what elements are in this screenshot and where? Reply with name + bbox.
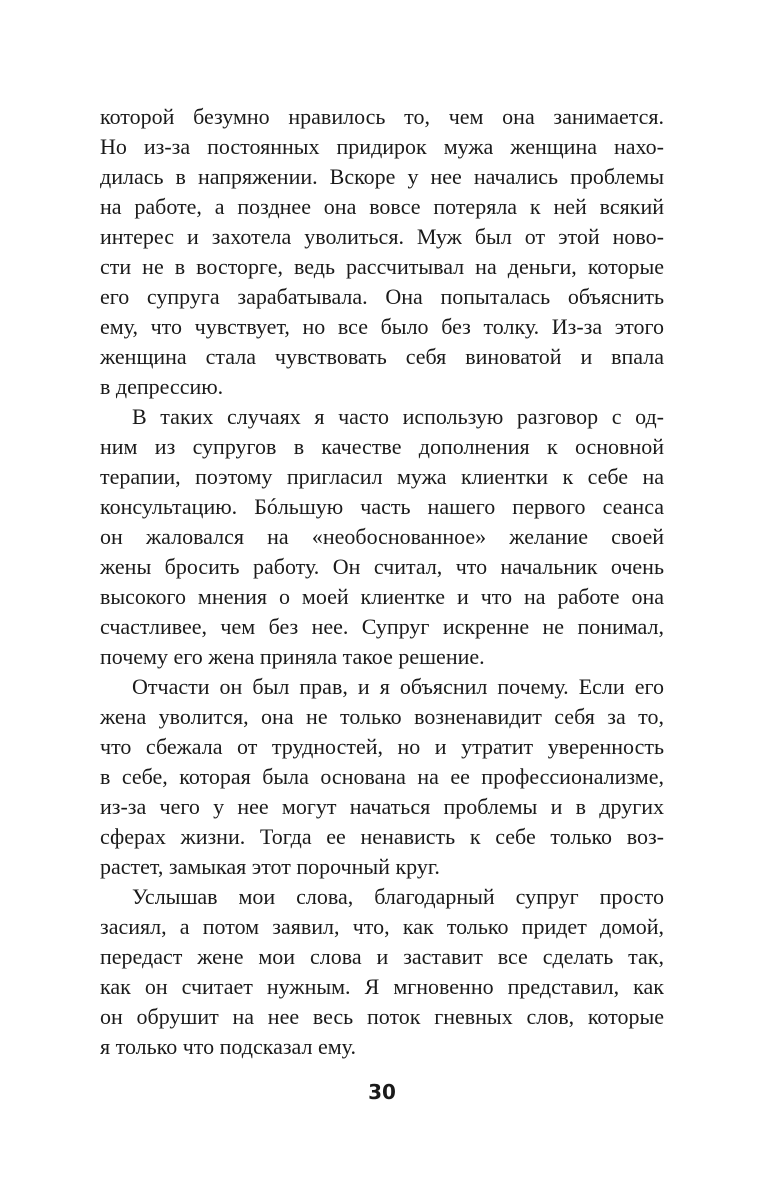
text-line: высокого мнения о моей клиентке и что на работе она: [100, 584, 664, 609]
text-line: почему его жена приняла такое решение.: [100, 644, 485, 669]
text-line: Отчасти он был прав, и я объяснил почему. Если его: [132, 674, 664, 699]
page-number: 30: [368, 1080, 396, 1104]
text-line: В таких случаях я часто использую разговор с од-: [132, 404, 664, 429]
text-line: я только что подсказал ему.: [100, 1034, 356, 1059]
paragraph-1: [100, 102, 664, 402]
text-line: сферах жизни. Тогда ее ненависть к себе только воз-: [100, 824, 664, 849]
paragraph-4: [100, 882, 664, 1062]
text-line: в депрессию.: [100, 374, 224, 399]
text-line: ему, что чувствует, но все было без толку. Из-за этого: [100, 314, 664, 339]
text-line: жена уволится, она не только возненавидит себя за то,: [100, 704, 664, 729]
text-line: засиял, а потом заявил, что, как только придет домой,: [100, 914, 664, 939]
text-line: его супруга зарабатывала. Она попыталась объяснить: [100, 284, 664, 309]
text-line: он жаловался на «необоснованное» желание своей: [100, 524, 664, 549]
text-line: Услышав мои слова, благодарный супруг просто: [132, 884, 664, 909]
paragraph-2: [100, 402, 664, 672]
text-line: в себе, которая была основана на ее профессионализме,: [100, 764, 664, 789]
text-line: ним из супругов в качестве дополнения к основной: [100, 434, 664, 459]
text-line: на работе, а позднее она вовсе потеряла к ней всякий: [100, 194, 664, 219]
text-line: счастливее, чем без нее. Супруг искренне не понимал,: [100, 614, 664, 639]
text-line: жены бросить работу. Он считал, что начальник очень: [100, 554, 664, 579]
text-line: которой безумно нравилось то, чем она занимается.: [100, 104, 664, 129]
paragraph-3: [100, 672, 664, 882]
text-line: дилась в напряжении. Вскоре у нее начались проблемы: [100, 164, 664, 189]
body-text: [100, 102, 664, 1062]
text-line: что сбежала от трудностей, но и утратит уверенность: [100, 734, 664, 759]
text-line: женщина стала чувствовать себя виноватой и впала: [100, 344, 664, 369]
text-line: сти не в восторге, ведь рассчитывал на деньги, которые: [100, 254, 664, 279]
text-line: интерес и захотела уволиться. Муж был от этой ново-: [100, 224, 664, 249]
text-line: передаст жене мои слова и заставит все сделать так,: [100, 944, 664, 969]
text-line: как он считает нужным. Я мгновенно представил, как: [100, 974, 664, 999]
text-line: из-за чего у нее могут начаться проблемы и в других: [100, 794, 664, 819]
text-line: терапии, поэтому пригласил мужа клиентки к себе на: [100, 464, 664, 489]
text-line: растет, замыкая этот порочный круг.: [100, 854, 440, 879]
text-line: Но из-за постоянных придирок мужа женщина нахо-: [100, 134, 664, 159]
text-line: консультацию. Бóльшую часть нашего первого сеанса: [100, 494, 664, 519]
text-line: он обрушит на нее весь поток гневных слов, которые: [100, 1004, 664, 1029]
